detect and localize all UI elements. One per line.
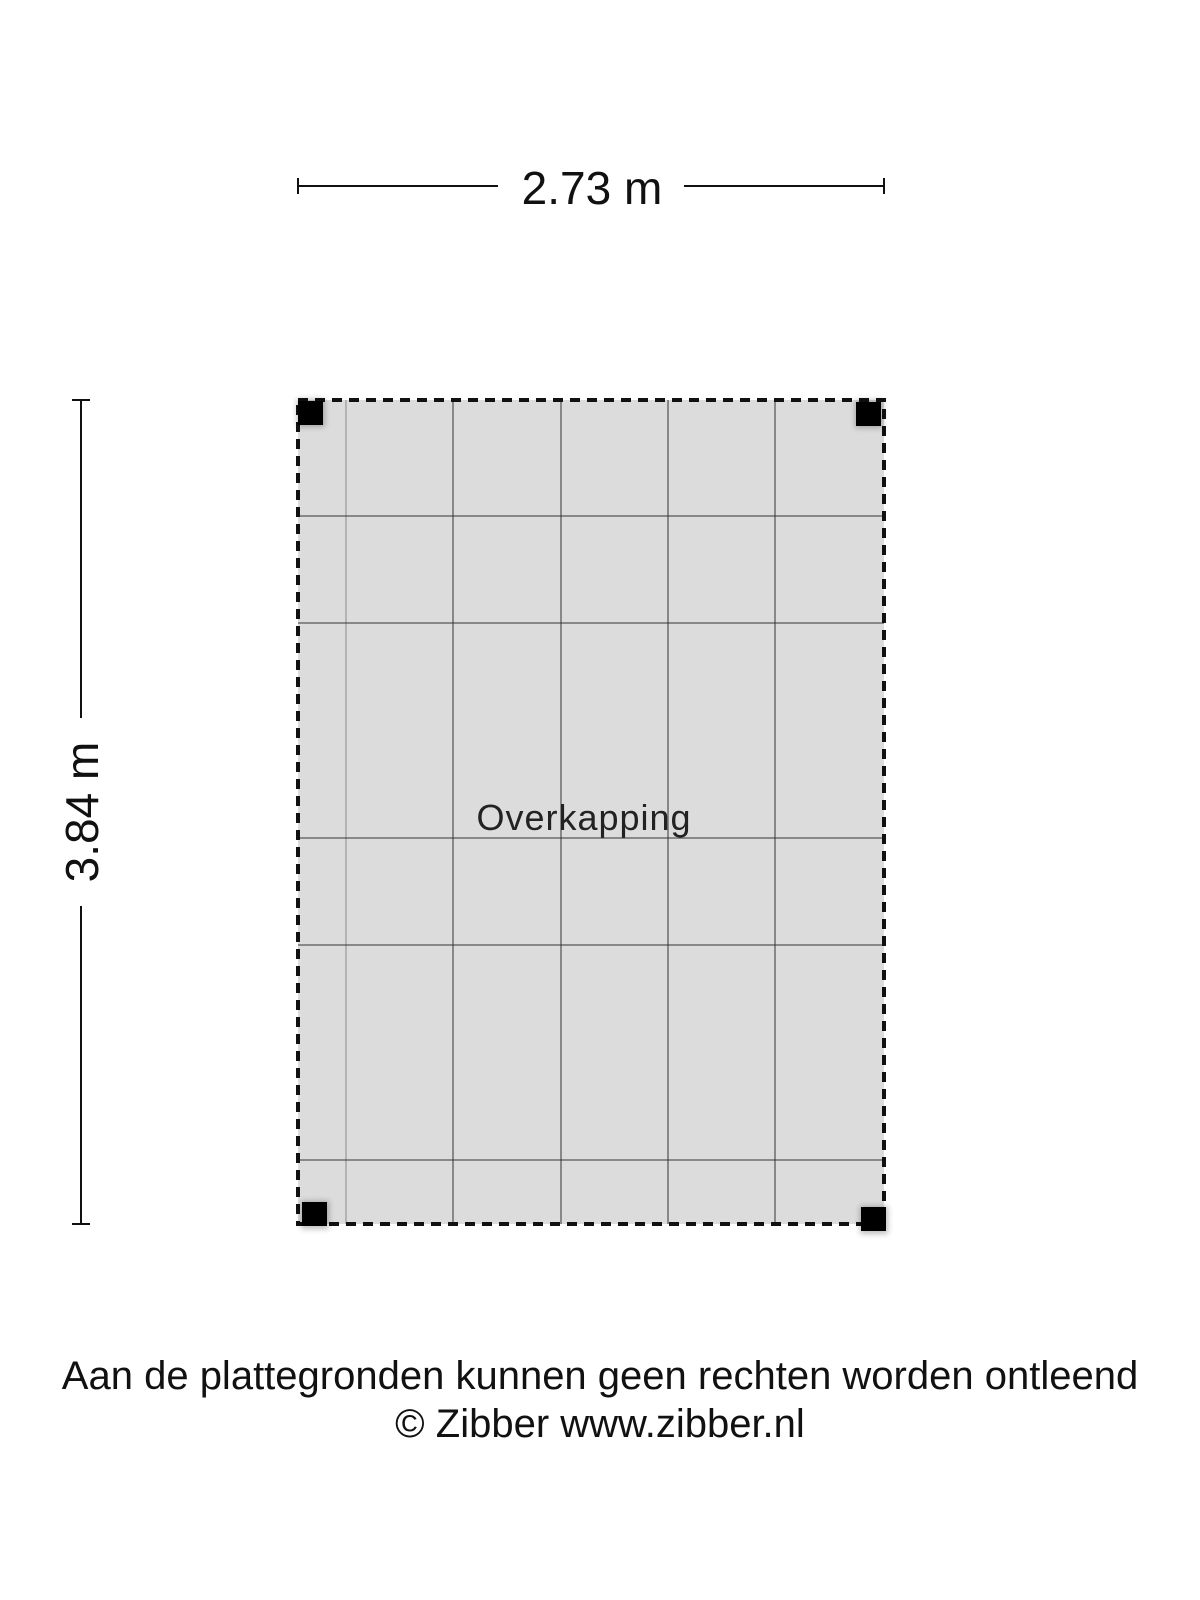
width-dimension [298, 162, 884, 214]
height-dimension-label: 3.84 m [56, 741, 108, 883]
post-bottom-left [301, 1201, 329, 1229]
copyright-text: © Zibber www.zibber.nl [395, 1402, 805, 1446]
room-overkapping [297, 399, 888, 1234]
post-top-right [855, 400, 883, 428]
post-top-left [297, 399, 325, 427]
disclaimer-text: Aan de plattegronden kunnen geen rechten worden ontleend [61, 1354, 1139, 1398]
height-dimension [56, 400, 108, 1224]
width-dimension-label: 2.73 m [521, 162, 663, 214]
post-bottom-right [860, 1206, 888, 1234]
room-label: Overkapping [476, 797, 692, 838]
